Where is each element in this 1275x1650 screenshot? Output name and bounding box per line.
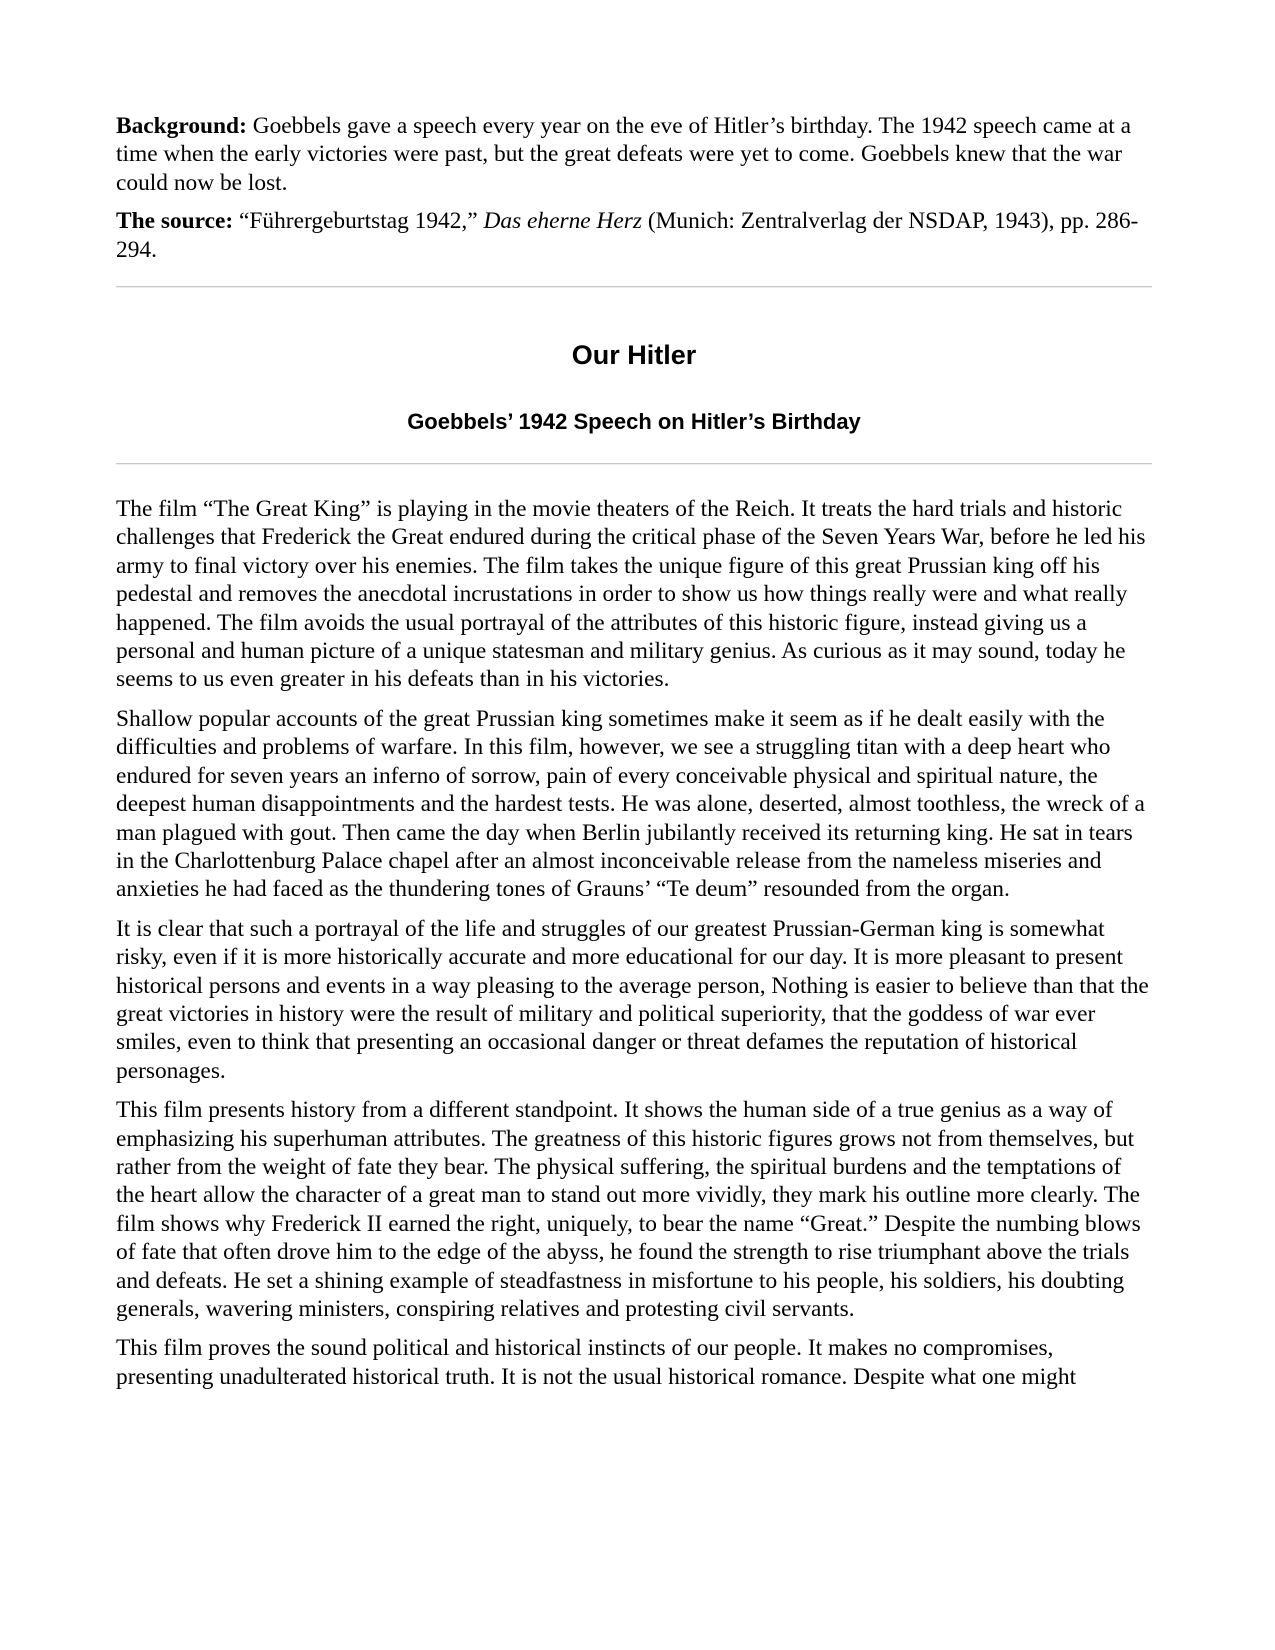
body-paragraph-2: Shallow popular accounts of the great Prussian king sometimes make it seem as if he dealt easily with the difficulties and problems of warfare. In this film, however, we see a struggling titan with a deep heart who endured for seven years an inferno of sorrow, pain of every conceivable physical and spiritual nature, the deepest human disappointments and the hardest tests. He was alone, deserted, almost toothless, the wreck of a man plagued with gout. Then came the day when Berlin jubilantly received its returning king. He sat in tears in the Charlottenburg Palace chapel after an almost inconceivable release from the nameless miseries and anxieties he had faced as the thundering tones of Grauns’ “Te deum” resounded from the organ. (116, 705, 1145, 903)
speech-body (116, 495, 1152, 1391)
background-text: Goebbels gave a speech every year on the eve of Hitler’s birthday. The 1942 speech came at a time when the early victories were past, but the great defeats were yet to come. Goebbels knew that the war could now be lost. (116, 113, 1132, 196)
intro-section (116, 112, 1152, 264)
document-page (116, 112, 1152, 1402)
body-paragraph-3: It is clear that such a portrayal of the life and struggles of our greatest Prussian-German king is somewhat risky, even if it is more historically accurate and more educational for our day. It is more pleasant to present historical persons and events in a way pleasing to the average person, Nothing is easier to believe than that the great victories in history were the result of military and political superiority, that the goddess of war ever smiles, even to think that presenting an occasional danger or threat defames the reputation of historical personages. (116, 915, 1149, 1084)
horizontal-divider-bottom (116, 463, 1152, 465)
source-label: The source: (116, 208, 234, 235)
page-subtitle: Goebbels’ 1942 Speech on Hitler’s Birthday (407, 409, 861, 435)
body-paragraph-1: The film “The Great King” is playing in the movie theaters of the Reich. It treats the hard trials and historic challenges that Frederick the Great endured during the critical phase of the Seven Years War, before he led his army to final victory over his enemies. The film takes the unique figure of this great Prussian king off his pedestal and removes the anecdotal incrustations in order to show us how things really were and what really happened. The film avoids the usual portrayal of the attributes of this historic figure, instead giving us a personal and human picture of a unique statesman and military genius. As curious as it may sound, today he seems to us even greater in his defeats than in his victories. (116, 496, 1146, 693)
source-paragraph (116, 207, 1152, 264)
body-paragraph-4: This film presents history from a different standpoint. It shows the human side of a true genius as a way of emphasizing his superhuman attributes. The greatness of this historic figures grows not from themselves, but rather from the weight of fate they bear. The physical suffering, the spiritual burdens and the temptations of the heart allow the character of a great man to stand out more vividly, they mark his outline more clearly. The film shows why Frederick II earned the right, uniquely, to bear the name “Great.” Despite the numbing blows of fate that often drove him to the edge of the abyss, he found the strength to rise triumphant above the trials and defeats. He set a shining example of steadfastness in misfortune to his people, his soldiers, his doubting generals, wavering ministers, conspiring relatives and protesting civil servants. (116, 1097, 1141, 1322)
source-text-after: (Munich: Zentralverlag der NSDAP, 1943), pp. 286-294. (116, 208, 1139, 263)
background-label: Background: (116, 113, 247, 139)
source-text-before: “Führergeburtstag 1942,” (233, 208, 484, 235)
source-book-title: Das eherne Herz (483, 208, 642, 235)
page-title: Our Hitler (571, 340, 697, 371)
horizontal-divider-top (116, 286, 1152, 288)
background-paragraph (116, 112, 1152, 197)
body-paragraph-5: This film proves the sound political and historical instincts of our people. It makes no compromises, presenting unadulterated historical truth. It is not the usual historical romance. Despite what one might (116, 1335, 1077, 1390)
